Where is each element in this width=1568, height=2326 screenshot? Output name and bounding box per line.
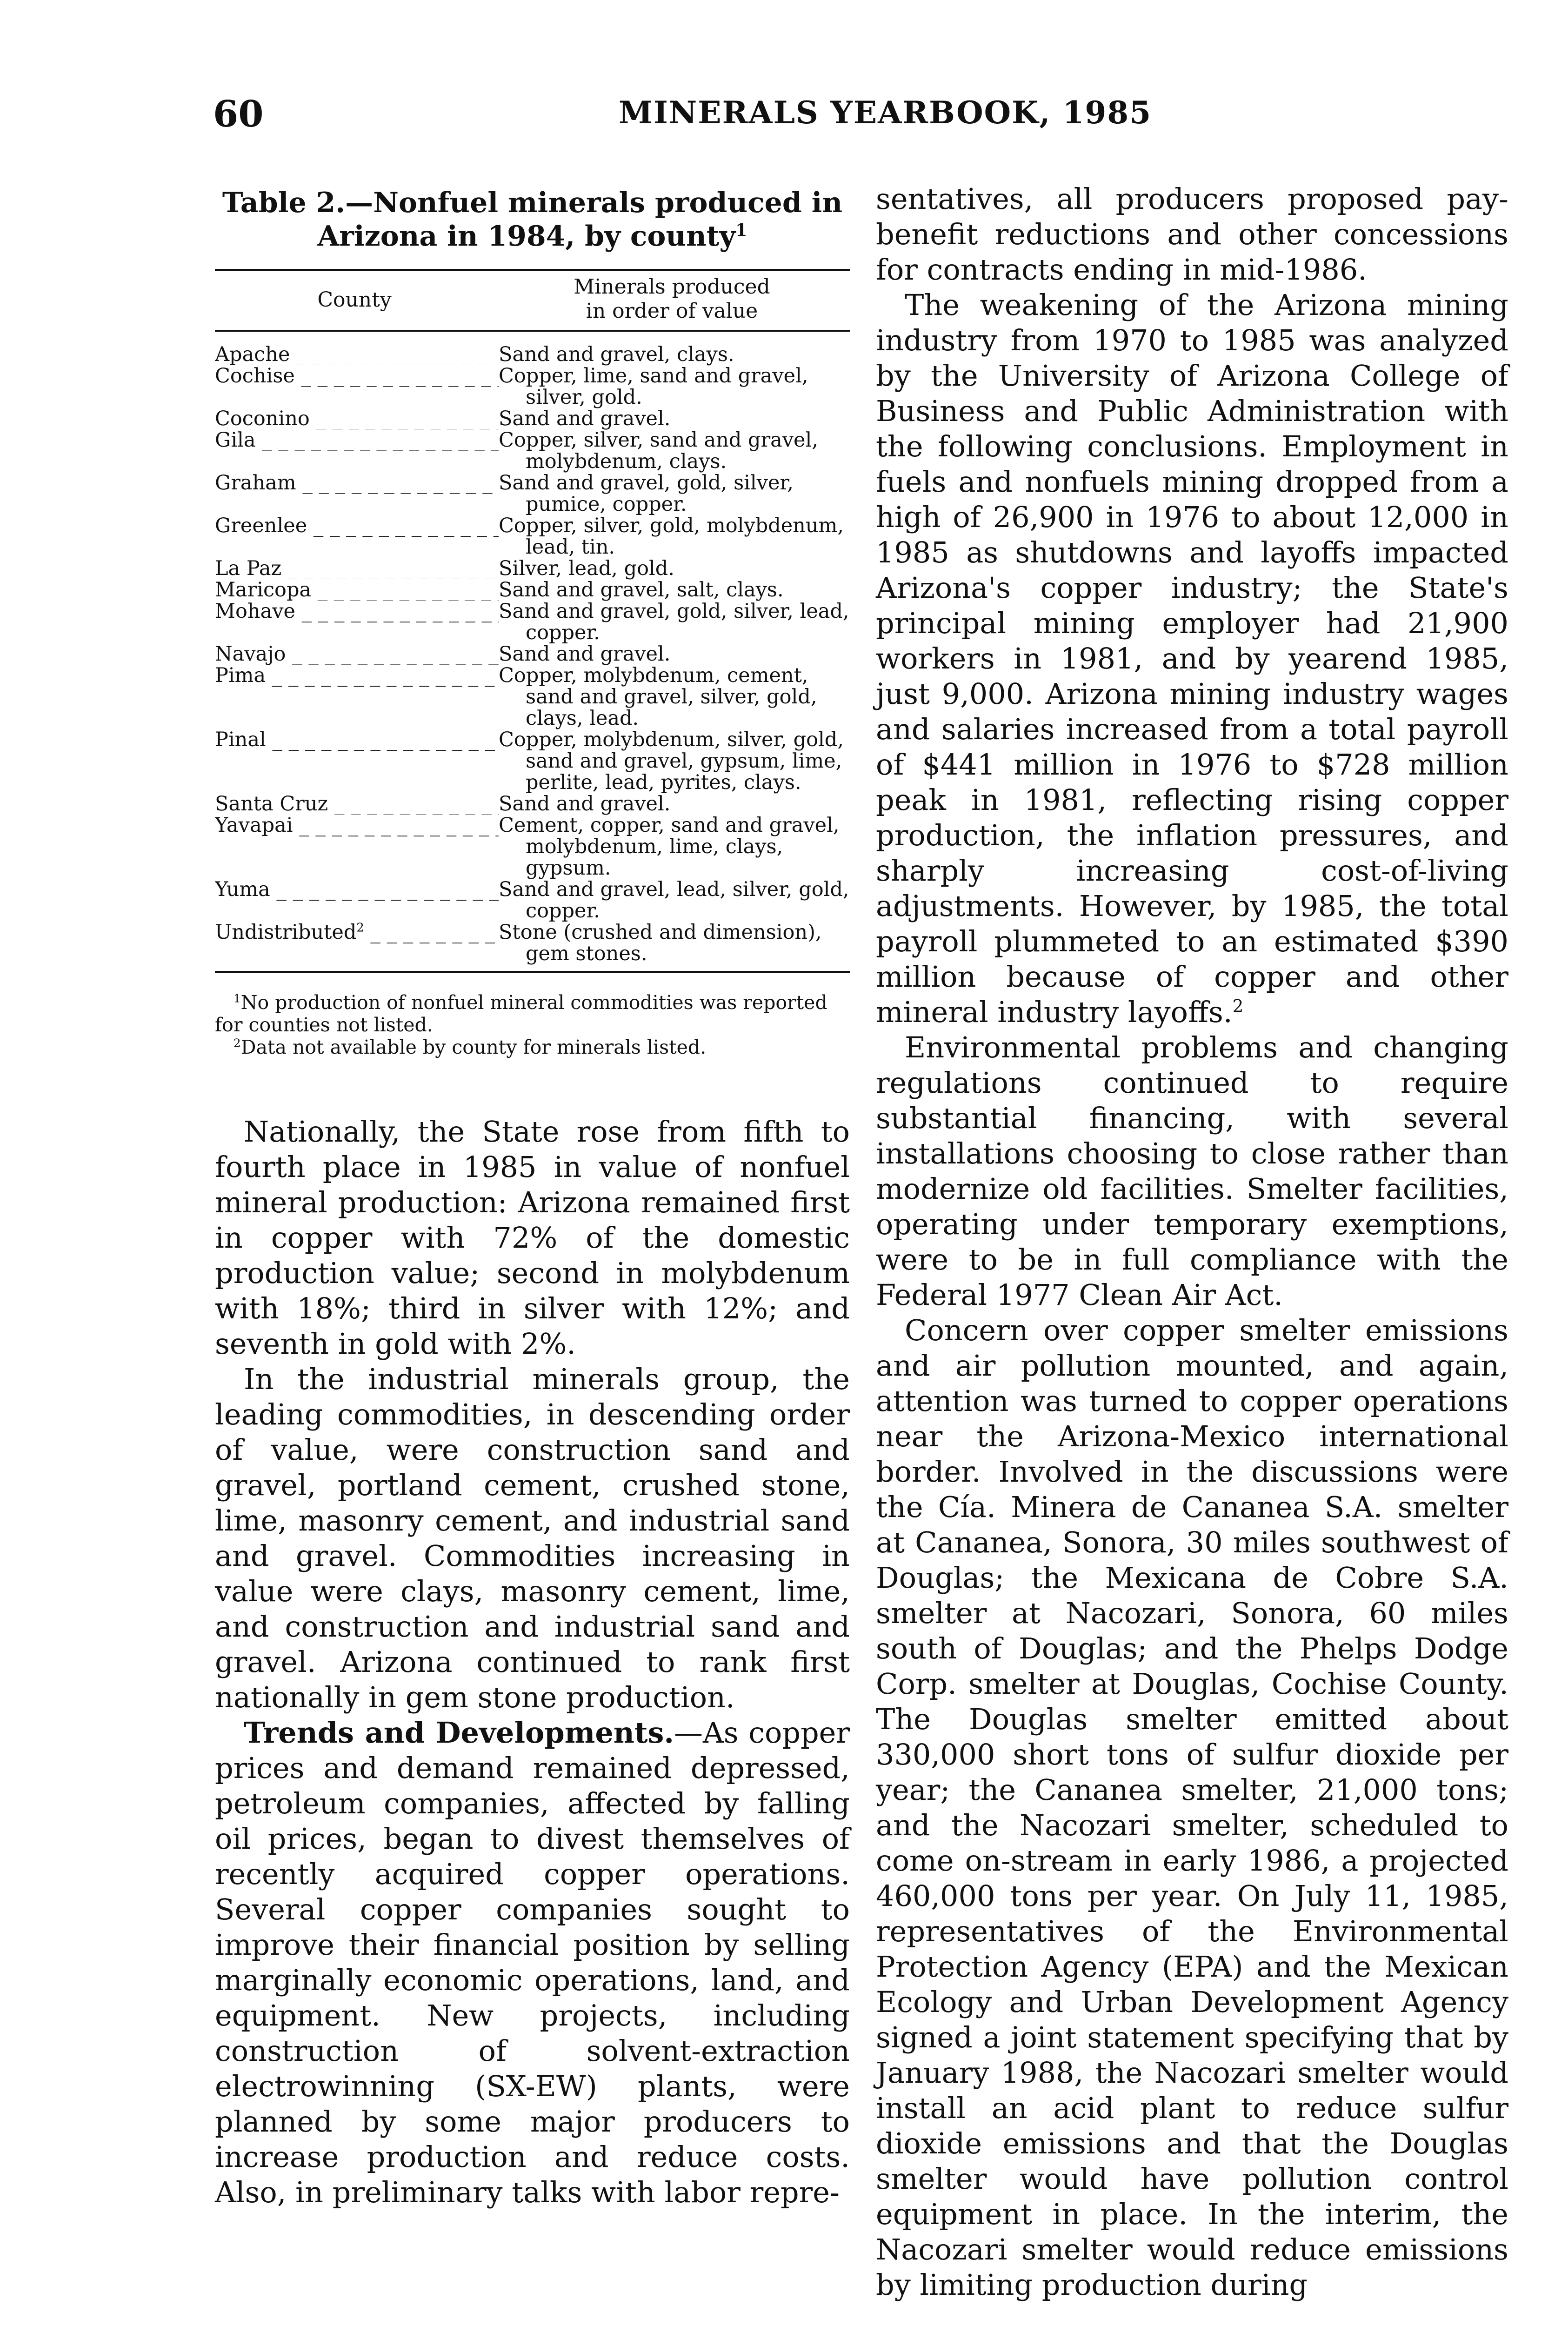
table-row [215, 793, 850, 815]
county-cell: Yavapai _ _ _ [215, 815, 499, 879]
table-row [215, 472, 850, 515]
minerals-cell: Cement, copper, sand and gravel, molybdenum, lime, clays, gypsum. [499, 814, 840, 880]
minerals-cell: Sand and gravel, gold, silver, lead, copper. [499, 600, 849, 644]
paragraph: Nationally, the State rose from fifth to fourth place in 1985 in value of nonfuel mineral production: Arizona remained first in copper with 72% of the domestic production value; second in molybdenum with 18%; third in silver with 12%; and seventh in gold with 2%. [215, 1115, 850, 1361]
county-cell: Yuma _ _ _ [215, 879, 499, 922]
paragraph: In the industrial minerals group, the leading commodities, in descending order of value, were construction sand and gravel, portland cement, crushed stone, lime, masonry cement, and industrial sand and gravel. Commodities increasing in value were clays, masonry cement, lime, and construction and industrial sand and gravel. Arizona continued to rank first nationally in gem stone production. [215, 1362, 850, 1714]
county-cell: Cochise _ _ _ [215, 365, 499, 408]
table-row [215, 579, 850, 601]
footnote-2 [215, 1036, 850, 1058]
column-header-county: County [317, 288, 392, 312]
running-header: MINERALS YEARBOOK, 1985 [619, 94, 1152, 131]
minerals-cell: Sand and gravel, gold, silver, pumice, copper. [499, 471, 794, 516]
minerals-cell: Copper, silver, gold, molybdenum, lead, tin. [499, 514, 844, 559]
table-body [215, 344, 850, 964]
minerals-cell: Sand and gravel. [499, 642, 671, 666]
footnote-2-text: Data not available by county for minerals listed. [240, 1036, 707, 1058]
table-row [215, 344, 850, 365]
paragraph: Environmental problems and changing regulations continued to require substantial financing, with several installations choosing to close rather than modernize old facilities. Smelter facilities, operating under temporary exemptions, were to be in full compliance with the Federal 1977 Clean Air Act. [876, 1030, 1508, 1312]
minerals-cell: Stone (crushed and dimension), gem stones. [499, 921, 822, 965]
paragraph: Concern over copper smelter emissions and air pollution mounted, and again, attention was turned to copper operations near the Arizona-Mexico international border. Involved in the discussions were the Cía. Minera de Cananea S.A. smelter at Cananea, Sonora, 30 miles southwest of Douglas; the Mexicana de Cobre S.A. smelter at Nacozari, Sonora, 60 miles south of Douglas; and the Phelps Dodge Corp. smelter at Douglas, Cochise County. The Douglas smelter emitted about 330,000 short tons of sulfur dioxide per year; the Cananea smelter, 21,000 tons; and the Nacozari smelter, scheduled to come on-stream in early 1986, a projected 460,000 tons per year. On July 11, 1985, representatives of the Environmental Protection Agency (EPA) and the Mexican Ecology and Urban Development Agency signed a joint statement specifying that by January 1988, the Nacozari smelter would install an acid plant to reduce sulfur dioxide emissions and that the Douglas smelter would have pollution control equipment in place. In the interim, the Nacozari smelter would reduce emissions by limiting production during [876, 1313, 1508, 2302]
table-bottom-rule [215, 971, 850, 973]
right-column [876, 181, 1508, 2303]
footnote-1-text: No production of nonfuel mineral commodities was reported for counties not listed. [215, 991, 827, 1036]
table-header-rule [215, 330, 850, 332]
minerals-cell: Sand and gravel. [499, 792, 671, 815]
table-row [215, 665, 850, 729]
county-footnote-mark: 2 [356, 922, 364, 935]
footnote-1 [215, 991, 850, 1036]
table-caption-line2 [215, 220, 850, 253]
county-cell: Santa Cruz _ _ _ [215, 793, 499, 815]
column-header-minerals-line2: in order of value [586, 299, 758, 323]
paragraph: sentatives, all producers proposed pay-benefit reductions and other concessions for contracts ending in mid-1986. [876, 182, 1508, 287]
page-number: 60 [213, 93, 264, 135]
minerals-cell: Sand and gravel. [499, 407, 671, 430]
table-row [215, 601, 850, 643]
column-header-minerals-line1: Minerals produced [574, 275, 770, 299]
county-cell-text: Undistributed [215, 922, 357, 944]
county-cell: Gila _ _ _ [215, 429, 499, 472]
table-caption-footnote-mark: 1 [735, 221, 747, 240]
table-row [215, 729, 850, 793]
right-body-text [876, 181, 1508, 2303]
county-cell [215, 922, 499, 964]
minerals-cell: Copper, molybdenum, cement, sand and gravel, silver, gold, clays, lead. [499, 664, 817, 730]
table-header [215, 275, 850, 323]
minerals-cell: Copper, lime, sand and gravel, silver, gold. [499, 364, 808, 409]
column-header-minerals [494, 275, 850, 323]
county-cell: Graham _ _ _ [215, 472, 499, 515]
footnote-2-mark: 2 [234, 1036, 241, 1050]
county-cell: La Paz _ _ _ [215, 558, 499, 579]
table-row [215, 643, 850, 665]
table-row [215, 408, 850, 429]
county-cell: Maricopa _ _ _ [215, 579, 499, 601]
county-cell: Pinal _ _ _ [215, 729, 499, 793]
minerals-cell: Silver, lead, gold. [499, 557, 674, 580]
county-cell: Greenlee _ _ _ [215, 515, 499, 558]
table-row [215, 922, 850, 964]
table-caption [215, 186, 850, 253]
county-cell: Coconino _ _ _ [215, 408, 499, 429]
table-row [215, 515, 850, 558]
table-caption-line2-text: Arizona in 1984, by county [317, 220, 736, 253]
table-row [215, 365, 850, 408]
table-footnotes [215, 991, 850, 1058]
paragraph [215, 1715, 850, 2210]
paragraph [876, 287, 1508, 1030]
minerals-cell: Copper, silver, sand and gravel, molybdenum, clays. [499, 428, 818, 473]
table-top-rule [215, 269, 850, 271]
paragraph-text: The weakening of the Arizona mining industry from 1970 to 1985 was analyzed by the University of Arizona College of Business and Public Administration with the following conclusions. Employment in fuels and nonfuels mining dropped from a high of 26,900 in 1976 to about 12,000 in 1985 as shutdowns and layoffs impacted Arizona's copper industry; the State's principal mining employer had 21,900 workers in 1981, and by yearend 1985, just 9,000. Arizona mining industry wages and salaries increased from a total payroll of $441 million in 1976 to $728 million peak in 1981, reflecting rising copper production, the inflation pressures, and sharply increasing cost-of-living adjustments. However, by 1985, the total payroll plummeted to an estimated $390 million because of copper and other mineral industry layoffs. [876, 288, 1508, 1029]
county-cell: Navajo _ _ _ [215, 643, 499, 665]
section-heading-trends: Trends and Developments. [244, 1716, 674, 1750]
table-row [215, 879, 850, 922]
county-cell: Mohave _ _ _ [215, 601, 499, 643]
county-cell: Apache _ _ _ [215, 344, 499, 365]
table-row [215, 429, 850, 472]
footnote-1-mark: 1 [234, 991, 241, 1005]
paragraph-text: —As copper prices and demand remained depressed, petroleum companies, affected by falling oil prices, began to divest themselves of recently acquired copper operations. Several copper companies sought to improve their financial position by selling marginally economic operations, land, and equipment. New projects, including construction of solvent-extraction electrowinning (SX-EW) plants, were planned by some major producers to increase production and reduce costs. Also, in preliminary talks with labor repre- [215, 1716, 850, 2209]
minerals-cell: Sand and gravel, salt, clays. [499, 578, 784, 602]
table-row [215, 815, 850, 879]
footnote-ref: 2 [1232, 996, 1244, 1016]
minerals-cell: Sand and gravel, lead, silver, gold, copper. [499, 878, 849, 922]
table-caption-line1: Table 2.—Nonfuel minerals produced in [222, 187, 843, 219]
county-cell: Pima _ _ _ [215, 665, 499, 729]
table-row [215, 558, 850, 579]
minerals-cell: Sand and gravel, clays. [499, 343, 734, 366]
left-body-text [215, 1114, 850, 2210]
minerals-cell: Copper, molybdenum, silver, gold, sand and gravel, gypsum, lime, perlite, lead, pyrites, clays. [499, 728, 844, 794]
left-column [215, 186, 850, 2210]
